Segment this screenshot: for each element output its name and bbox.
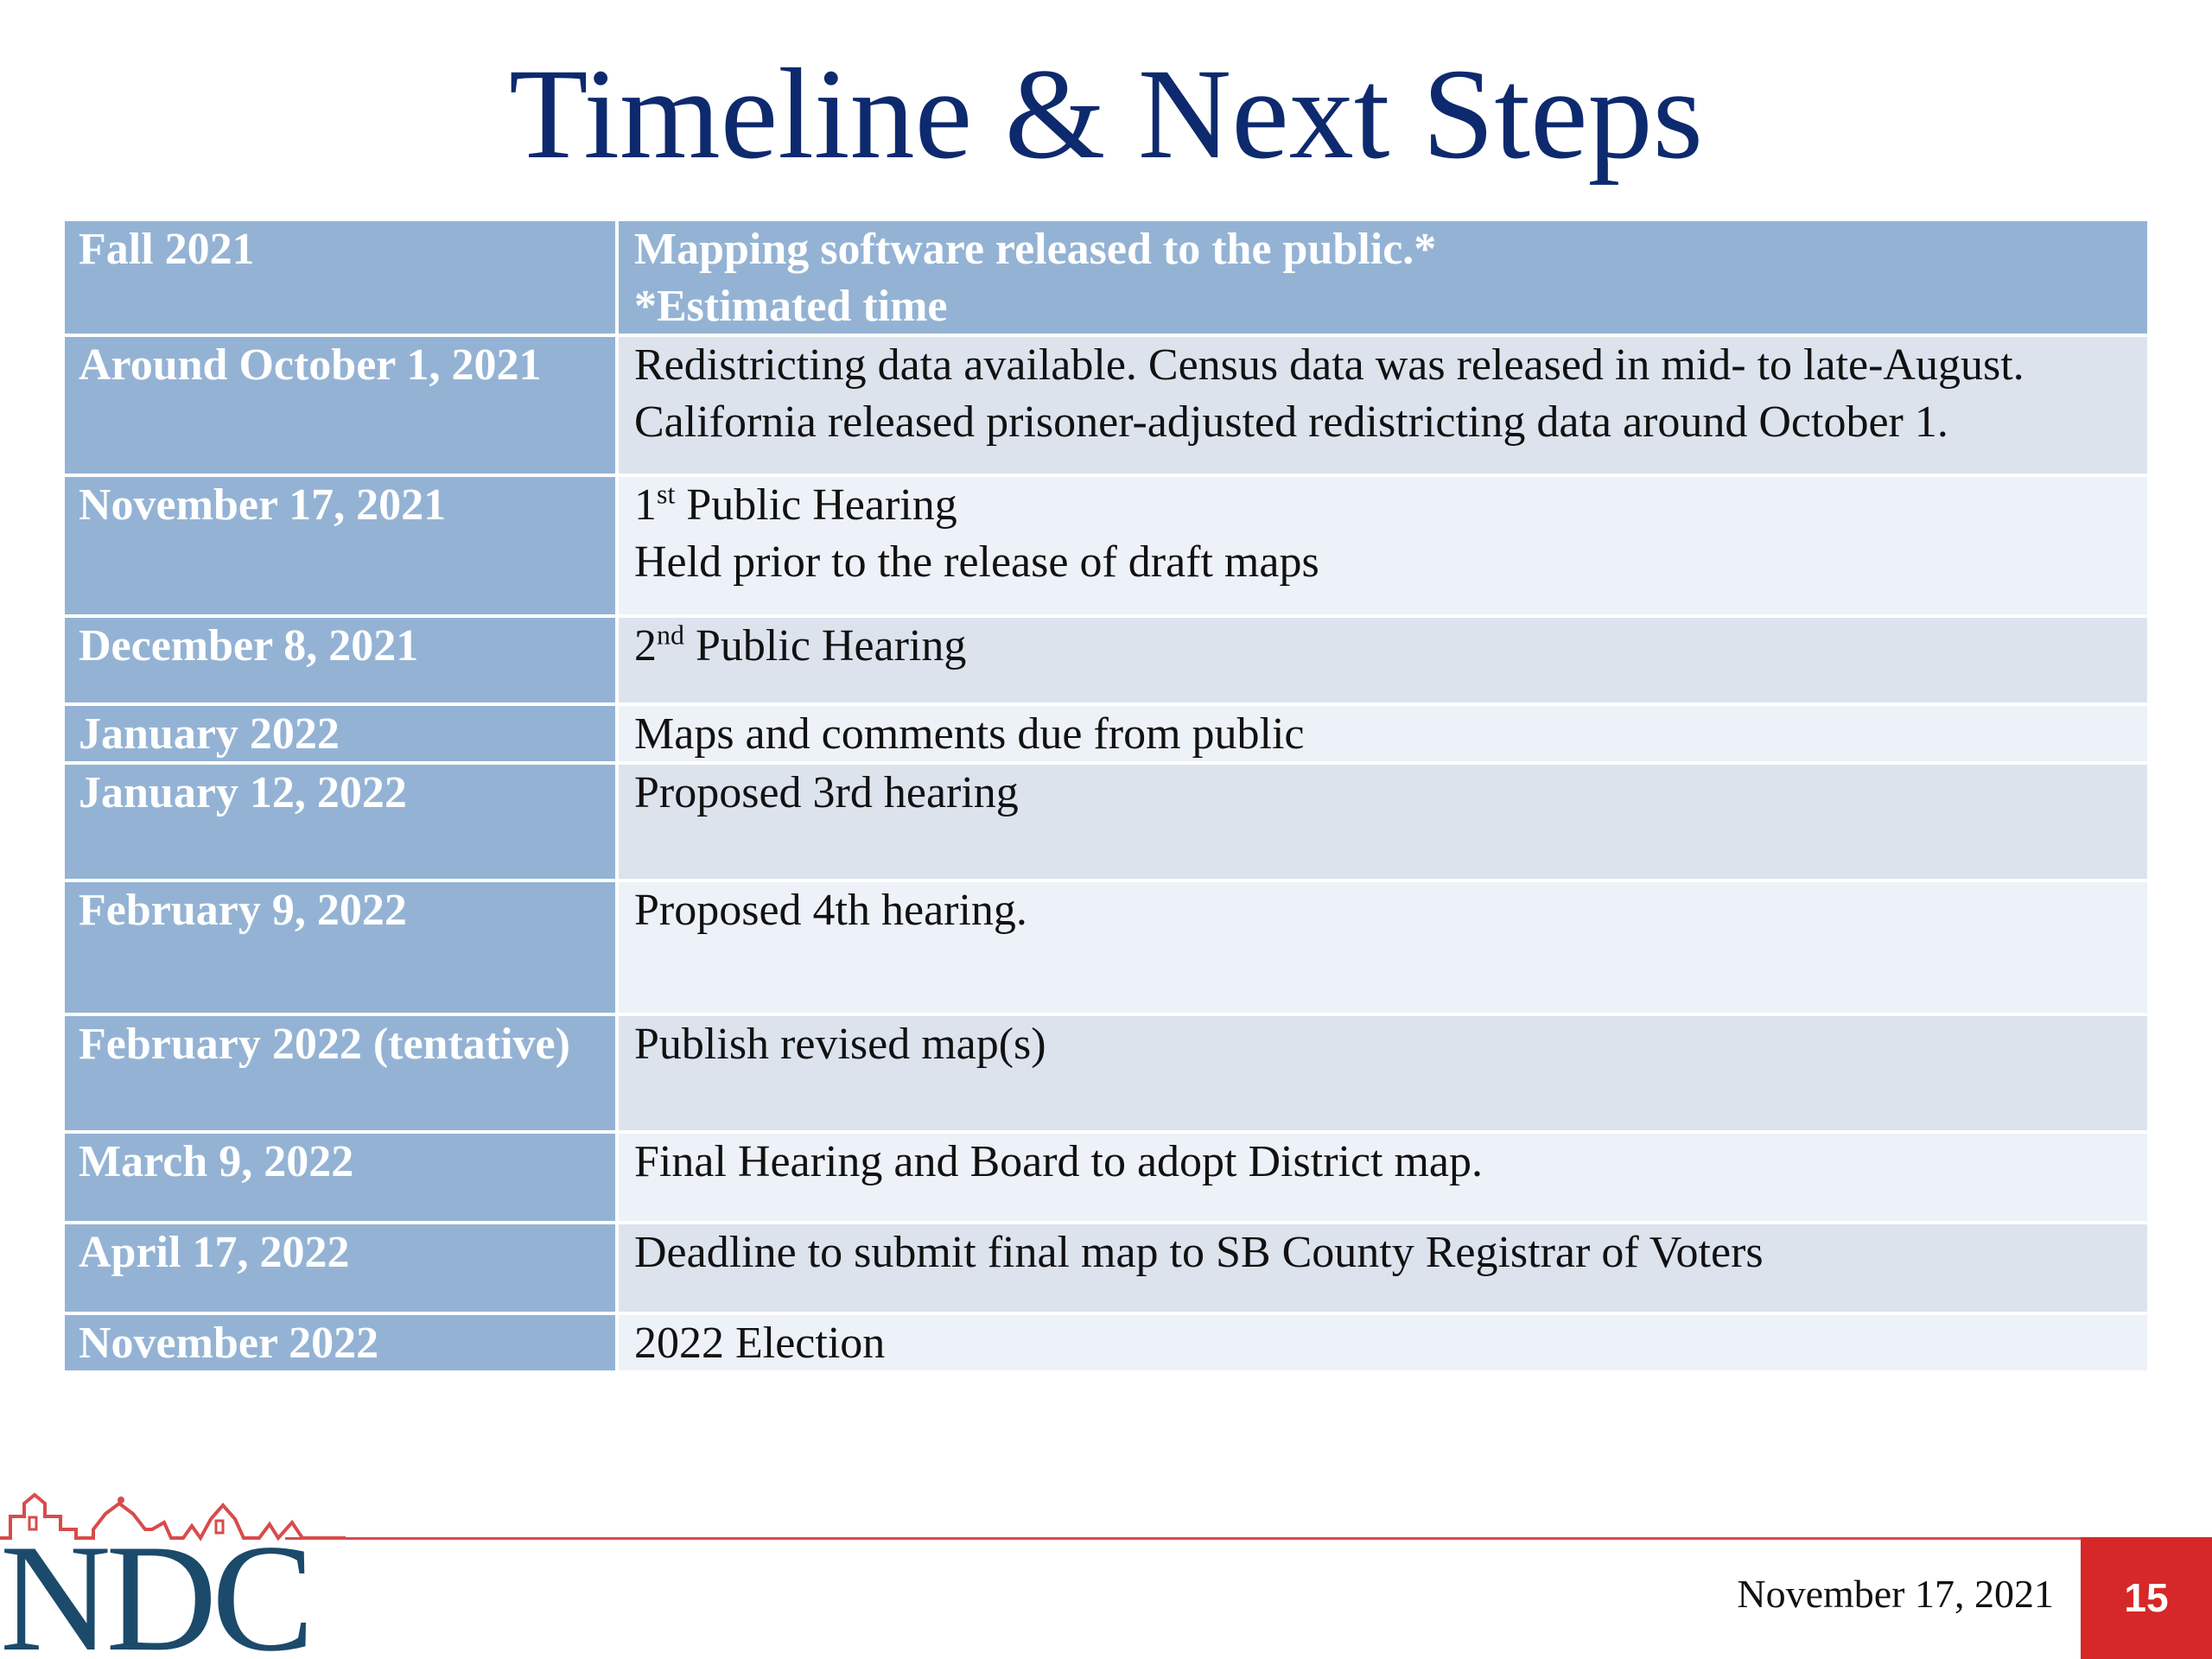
description-line: Mapping software released to the public.* <box>634 225 1437 274</box>
date-cell: November 17, 2021 <box>65 477 619 614</box>
timeline-table <box>65 221 2147 1370</box>
description-cell <box>619 221 2147 334</box>
description-line: Redistricting data available. Census data was released in mid- to late-August. <box>634 340 2024 390</box>
description-line: Publish revised map(s) <box>634 1020 1046 1069</box>
ordinal-suffix: nd <box>657 619 684 651</box>
ndc-logo-text: NDC <box>0 1512 309 1659</box>
ordinal-number: 1 <box>634 480 657 530</box>
date-cell: Around October 1, 2021 <box>65 337 619 474</box>
date-cell: January 2022 <box>65 706 619 761</box>
footer-date: November 17, 2021 <box>1737 1572 2054 1616</box>
description-line: Final Hearing and Board to adopt District map. <box>634 1137 1484 1186</box>
date-cell: January 12, 2022 <box>65 765 619 879</box>
table-row <box>65 1315 2147 1370</box>
description-line: 2022 Election <box>634 1319 886 1368</box>
description-line <box>634 477 2132 534</box>
description-line: Held prior to the release of draft maps <box>634 537 1319 587</box>
date-cell: March 9, 2022 <box>65 1134 619 1221</box>
description-cell <box>619 618 2147 702</box>
description-line: Maps and comments due from public <box>634 709 1305 759</box>
table-row <box>65 337 2147 477</box>
description-line: Deadline to submit final map to SB County Registrar of Voters <box>634 1228 1764 1277</box>
date-cell: Fall 2021 <box>65 221 619 334</box>
date-cell: February 9, 2022 <box>65 882 619 1013</box>
description-cell <box>619 1224 2147 1312</box>
table-row <box>65 618 2147 706</box>
slide-title: Timeline & Next Steps <box>508 42 1703 186</box>
description-cell <box>619 477 2147 614</box>
date-cell: November 2022 <box>65 1315 619 1370</box>
description-line: California released prisoner-adjusted redistricting data around October 1. <box>634 397 1948 447</box>
description-cell <box>619 765 2147 879</box>
table-row <box>65 706 2147 765</box>
description-cell <box>619 706 2147 761</box>
description-text: Public Hearing <box>684 621 967 671</box>
date-cell: February 2022 (tentative) <box>65 1016 619 1130</box>
description-cell <box>619 337 2147 474</box>
date-cell: December 8, 2021 <box>65 618 619 702</box>
description-text: Public Hearing <box>675 480 957 530</box>
table-row <box>65 1134 2147 1224</box>
table-row <box>65 1224 2147 1315</box>
description-cell <box>619 1315 2147 1370</box>
table-row <box>65 221 2147 337</box>
table-row <box>65 1016 2147 1134</box>
table-row <box>65 882 2147 1016</box>
ordinal-number: 2 <box>634 621 657 671</box>
description-line <box>634 618 2132 675</box>
description-line: Proposed 4th hearing. <box>634 886 1027 935</box>
description-cell <box>619 1016 2147 1130</box>
ordinal-suffix: st <box>657 478 676 510</box>
description-cell <box>619 1134 2147 1221</box>
table-row <box>65 765 2147 882</box>
page-number: 15 <box>2081 1537 2212 1659</box>
description-line: Proposed 3rd hearing <box>634 768 1019 817</box>
description-cell <box>619 882 2147 1013</box>
date-cell: April 17, 2022 <box>65 1224 619 1312</box>
footer-divider <box>285 1537 2081 1540</box>
description-note: *Estimated time <box>634 282 948 331</box>
table-row <box>65 477 2147 618</box>
